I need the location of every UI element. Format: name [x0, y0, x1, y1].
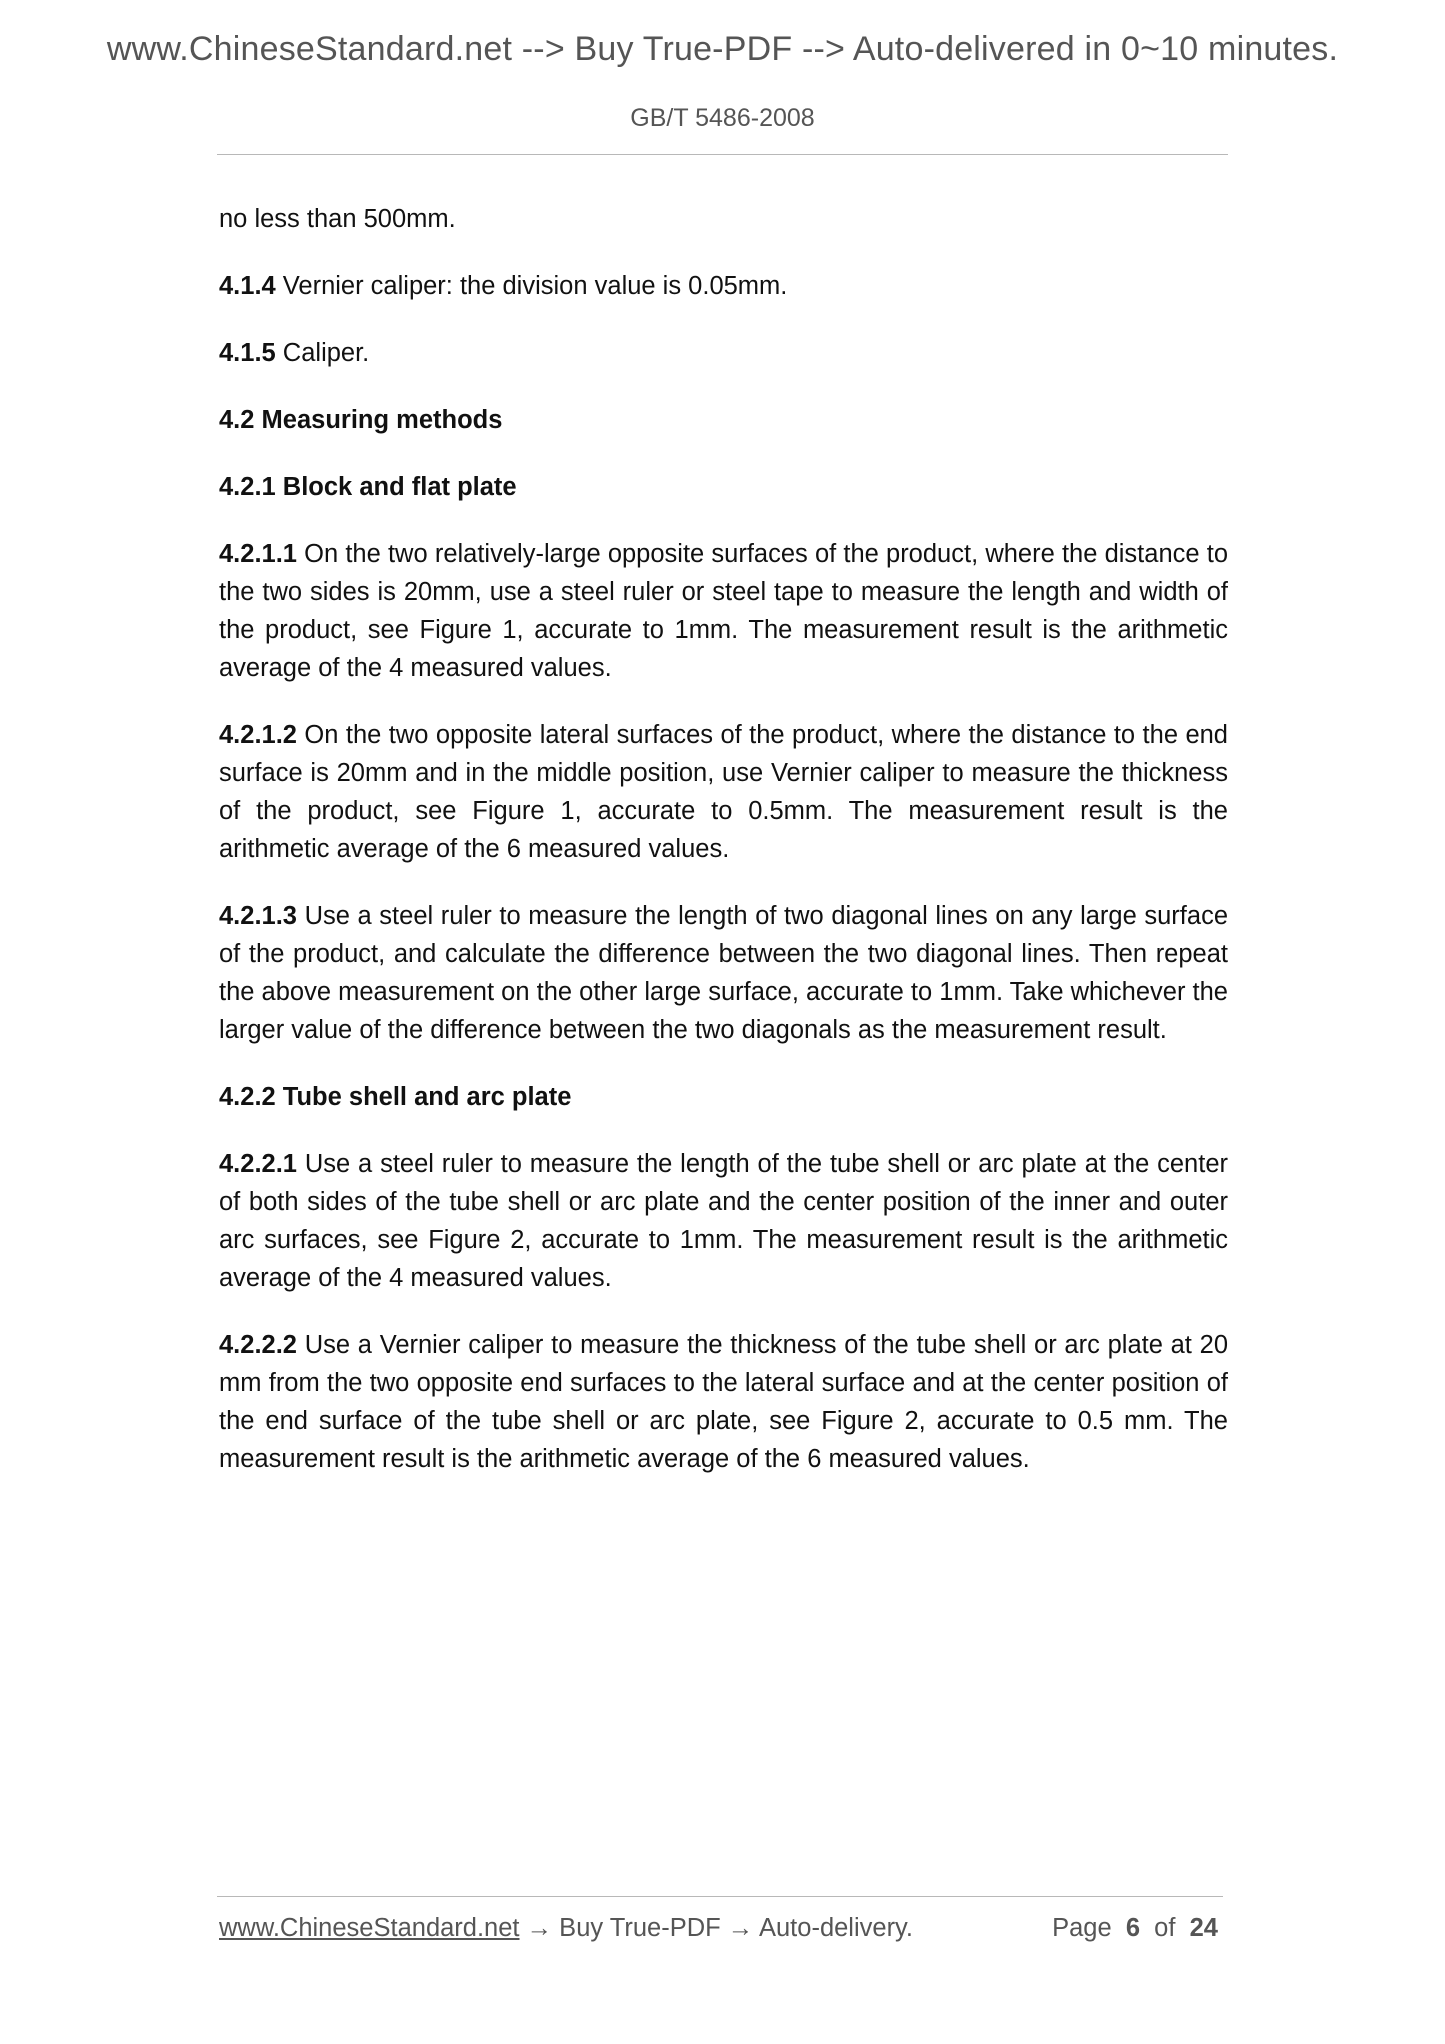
top-banner: www.ChineseStandard.net --> Buy True-PDF --> Auto-delivered in 0~10 minutes. — [106, 30, 1339, 68]
page-of: of — [1154, 1914, 1176, 1942]
footer-website-link[interactable]: www.ChineseStandard.net — [219, 1914, 520, 1942]
section-heading-4-2-2: 4.2.2 Tube shell and arc plate — [219, 1083, 572, 1111]
clause-4-2-2-1 — [219, 1145, 1228, 1297]
clause-number: 4.1.5 — [219, 339, 276, 367]
clause-text: On the two relatively-large opposite surfaces of the product, where the distance to the two sides is 20mm, use a steel ruler or steel tape to measure the length and width of the product, see Figure 1, accurate to 1mm. The measurement result is the arithmetic average of the 4 measured values. — [219, 540, 1228, 682]
clause-number: 4.2.2.2 — [219, 1331, 297, 1359]
clause-4-2-1-1 — [219, 535, 1228, 687]
clause-4-2-2-2 — [219, 1326, 1228, 1478]
paragraph — [219, 200, 1228, 238]
footer-tagline: → Buy True-PDF → Auto-delivery. — [519, 1914, 913, 1942]
clause-number: 4.1.4 — [219, 272, 276, 300]
clause-4-2-1-3 — [219, 897, 1228, 1049]
clause-4-2-1-2 — [219, 716, 1228, 868]
clause-text: Caliper. — [275, 339, 370, 367]
document-body — [219, 200, 1228, 1507]
clause-4-1-5 — [219, 334, 1228, 372]
page-footer — [219, 1914, 1223, 1943]
header-divider — [217, 154, 1228, 155]
clause-number: 4.2.2.1 — [219, 1150, 297, 1178]
section-heading-4-2-1: 4.2.1 Block and flat plate — [219, 473, 517, 501]
clause-text: Vernier caliper: the division value is 0.05mm. — [275, 272, 788, 300]
clause-text: Use a steel ruler to measure the length of the tube shell or arc plate at the center of both sides of the tube shell or arc plate and the center position of the inner and outer arc surfaces, see Figure 2, accurate to 1mm. The measurement result is the arithmetic average of the 4 measured values. — [219, 1150, 1228, 1292]
standard-code: GB/T 5486-2008 — [630, 104, 815, 132]
page-total: 24 — [1189, 1914, 1218, 1942]
page-current: 6 — [1125, 1914, 1140, 1942]
section-heading-4-2: 4.2 Measuring methods — [219, 406, 503, 434]
page-indicator — [1052, 1914, 1218, 1943]
paragraph-text: no less than 500mm. — [219, 205, 456, 233]
page-label: Page — [1052, 1914, 1112, 1942]
clause-number: 4.2.1.1 — [219, 540, 297, 568]
clause-text: Use a Vernier caliper to measure the thickness of the tube shell or arc plate at 20 mm from the two opposite end surfaces to the lateral surface and at the center position of the end surface of the tube shell or arc plate, see Figure 2, accurate to 0.5 mm. The measurement result is the arithmetic average of the 6 measured values. — [219, 1331, 1228, 1473]
clause-number: 4.2.1.2 — [219, 721, 297, 749]
clause-text: On the two opposite lateral surfaces of the product, where the distance to the end surface is 20mm and in the middle position, use Vernier caliper to measure the thickness of the product, see Figure 1, accurate to 0.5mm. The measurement result is the arithmetic average of the 6 measured values. — [219, 721, 1228, 863]
clause-text: Use a steel ruler to measure the length of two diagonal lines on any large surface of the product, and calculate the difference between the two diagonal lines. Then repeat the above measurement on the other large surface, accurate to 1mm. Take whichever the larger value of the difference between the two diagonals as the measurement result. — [219, 902, 1228, 1044]
clause-4-1-4 — [219, 267, 1228, 305]
clause-number: 4.2.1.3 — [219, 902, 297, 930]
footer-divider — [217, 1896, 1223, 1897]
